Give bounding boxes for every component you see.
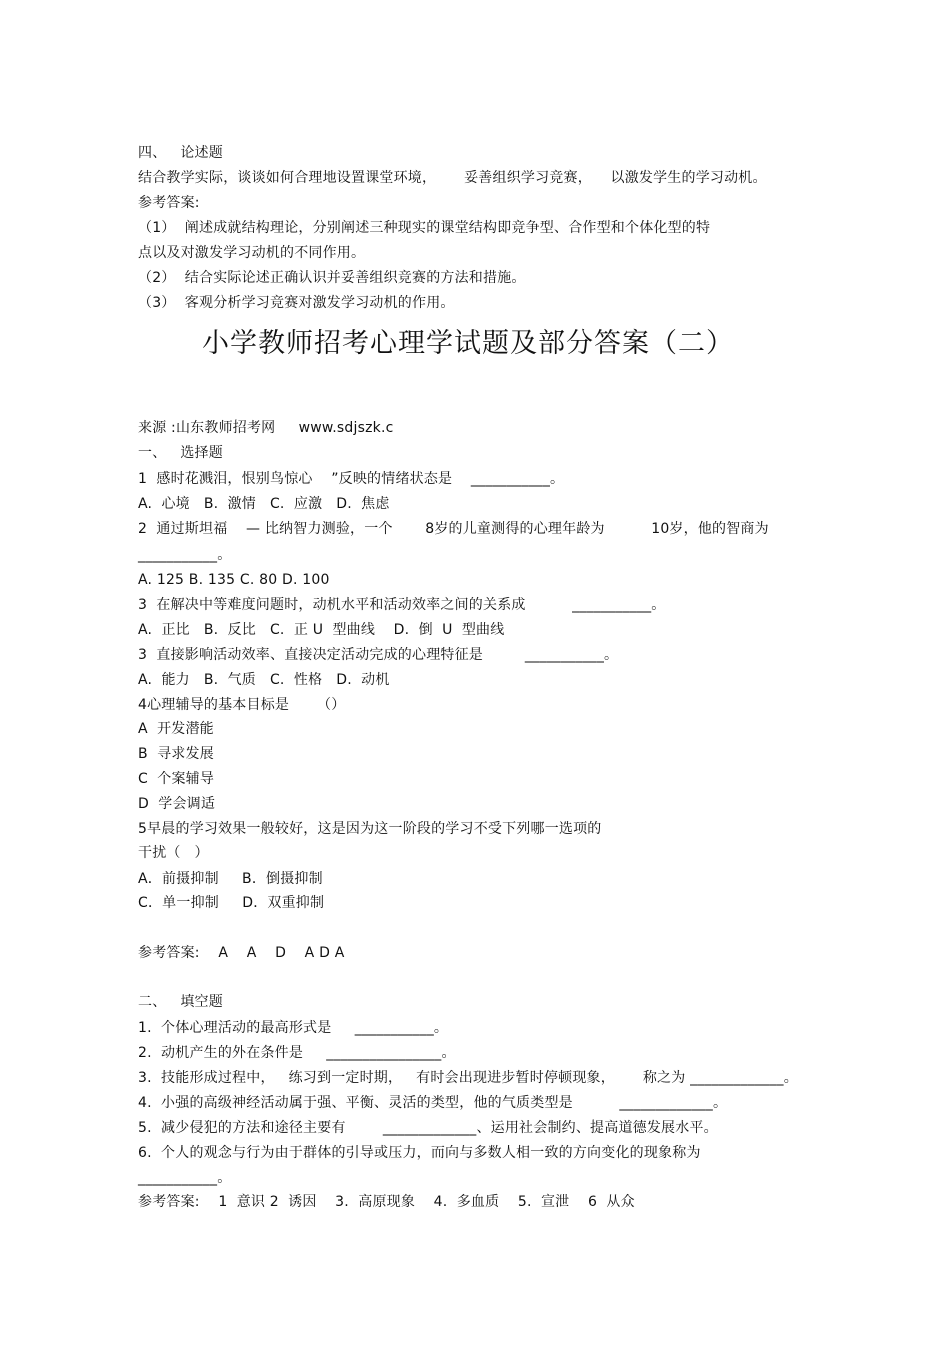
fill-question-line: 5. 减少侵犯的方法和途径主要有 _____________、运用社会制约、提高道德发展水平。 [138, 1120, 718, 1136]
options-line: A. 心境 B. 激情 C. 应激 D. 焦虑 [138, 496, 390, 512]
options-line: C 个案辅导 [138, 771, 215, 787]
options-line: A. 能力 B. 气质 C. 性格 D. 动机 [138, 672, 390, 688]
section4-answer-line: （3） 客观分析学习竞赛对激发学习动机的作用。 [138, 295, 455, 311]
question-line: 5早晨的学习效果一般较好，这是因为这一阶段的学习不受下列哪一选项的 [138, 821, 602, 837]
source-line: 来源 :山东教师招考网 www.sdjszk.c [138, 420, 394, 436]
options-line: A 开发潜能 [138, 721, 214, 737]
options-line: A. 正比 B. 反比 C. 正 U 型曲线 D. 倒 U 型曲线 [138, 622, 505, 638]
fill-question-line: 1. 个体心理活动的最高形式是 ___________。 [138, 1020, 449, 1036]
question-line: 4心理辅导的基本目标是 （） [138, 697, 346, 713]
options-line: A. 125 B. 135 C. 80 D. 100 [138, 572, 330, 588]
question-line: 2 通过斯坦福 — 比纳智力测验，一个 8岁的儿童测得的心理年龄为 10岁，他的智商为 [138, 521, 769, 537]
fill-question-line: 3. 技能形成过程中， 练习到一定时期， 有时会出现进步暂时停顿现象， 称之为 _____________。 [138, 1070, 798, 1086]
section4-question: 结合教学实际，谈谈如何合理地设置课堂环境， 妥善组织学习竞赛， 以激发学生的学习动机。 [138, 170, 767, 186]
fill-question-line: ___________。 [138, 1170, 232, 1186]
section2-heading: 二、 填空题 [138, 994, 223, 1010]
section4-heading: 四、 论述题 [138, 145, 223, 161]
section4-answer-line: 点以及对激发学习动机的不同作用。 [138, 245, 366, 261]
question-line: ___________。 [138, 547, 232, 563]
question-line: 干扰（ ） [138, 845, 209, 861]
section2-answer: 参考答案: 1 意识 2 诱因 3. 高原现象 4. 多血质 5. 宣泄 6 从众 [138, 1194, 635, 1210]
fill-question-line: 4. 小强的高级神经活动属于强、平衡、灵活的类型，他的气质类型是 _____________。 [138, 1095, 728, 1111]
section4-answer-line: （1） 阐述成就结构理论，分别阐述三种现实的课堂结构即竞争型、合作型和个体化型的特 [138, 220, 711, 236]
options-line: D 学会调适 [138, 796, 216, 812]
question-line: 1 感时花溅泪，恨别鸟惊心 ”反映的情绪状态是 ___________。 [138, 471, 565, 487]
question-line: 3 在解决中等难度问题时，动机水平和活动效率之间的关系成 ___________。 [138, 597, 666, 613]
fill-question-line: 6. 个人的观念与行为由于群体的引导或压力，而向与多数人相一致的方向变化的现象称为 [138, 1145, 701, 1161]
section1-heading: 一、 选择题 [138, 445, 223, 461]
document-title: 小学教师招考心理学试题及部分答案（二） [202, 328, 734, 359]
section4-answer-line: （2） 结合实际论述正确认识并妥善组织竞赛的方法和措施。 [138, 270, 526, 286]
question-line: 3 直接影响活动效率、直接决定活动完成的心理特征是 ___________。 [138, 647, 619, 663]
section1-answer: 参考答案: A A D A D A [138, 945, 345, 961]
options-line: B 寻求发展 [138, 746, 214, 762]
fill-question-line: 2. 动机产生的外在条件是 ________________。 [138, 1045, 456, 1061]
options-line: C．单一抑制 D．双重抑制 [138, 895, 325, 911]
section4-answer-label: 参考答案: [138, 195, 200, 211]
options-line: A．前摄抑制 B．倒摄抑制 [138, 871, 323, 887]
